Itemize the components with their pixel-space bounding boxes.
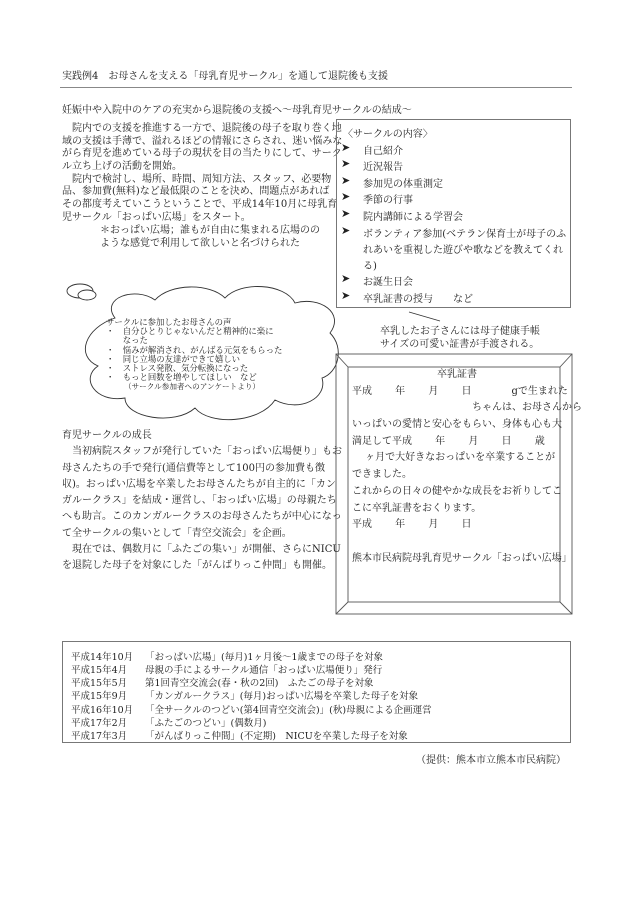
timeline-date: 平成16年10月	[71, 705, 134, 716]
timeline-box	[62, 641, 571, 743]
timeline-date: 平成14年10月	[71, 652, 134, 663]
certificate-line: ヶ月で大好きなおっぱいを卒業することが	[352, 452, 556, 464]
certificate-body	[352, 367, 582, 567]
text-line: ル立ち上げの活動を開始。	[62, 161, 182, 173]
certificate-title: 卒乳証書	[437, 369, 477, 380]
text-line: 収)。おっぱい広場を卒業したお母さんたちが自主的に「カン	[62, 478, 336, 490]
certificate-line: できました。	[352, 469, 412, 481]
certificate-caption	[380, 326, 540, 351]
timeline-row	[71, 662, 382, 676]
timeline-date: 平成15年4月	[71, 665, 128, 676]
growth-section	[62, 428, 342, 575]
arrow-bullet-icon: ➤	[341, 224, 351, 237]
contents-item: ボランティア参加(ベテラン保育士が母子のふ	[363, 229, 567, 240]
text-line: 域の支援は手薄で、溢れるほどの情報にさらされ、迷い悩みな	[62, 135, 343, 147]
growth-title: 育児サークルの成長	[62, 430, 152, 441]
certificate-line: いっぱいの愛情と安心をもらい、身体も心も大	[352, 419, 562, 431]
certificate-line: ちゃんは、お母さんから	[352, 402, 582, 414]
contents-item-cont: る)	[363, 261, 377, 272]
arrow-bullet-icon: ➤	[341, 174, 351, 187]
contents-item: 自己紹介	[363, 146, 403, 157]
cloud-title: サークルに参加したお母さんの声	[106, 317, 232, 327]
arrow-bullet-icon: ➤	[341, 190, 351, 203]
cloud-quote	[106, 318, 282, 392]
timeline-row	[71, 702, 432, 716]
contents-item: 近況報告	[363, 162, 403, 173]
contents-item: 卒乳証書の授与 など	[363, 294, 473, 305]
certificate-line: 満足して平成 年 月 日 歳	[352, 435, 545, 447]
certificate-line: 平成 年 月 日	[352, 519, 472, 531]
timeline-row	[71, 649, 383, 663]
contents-item-cont: れあいを重視した遊びや歌などを教えてくれ	[363, 245, 563, 256]
text-line: ガルークラス」を結成・運営し、「おっぱい広場」の母親たち	[62, 495, 337, 507]
arrow-bullet-icon: ➤	[341, 157, 351, 170]
timeline-event: 「おっぱい広場」(毎月)1ヶ月後〜1歳までの母子を対象	[145, 652, 384, 663]
text-line: がら育児を進めている母子の現状を目の当たりにして、サーク	[62, 148, 342, 160]
text-line: て全サークルの集いとして「青空交流会」を企画。	[62, 527, 292, 539]
voice-item: ・ 自分ひとりじゃないんだと精神的に楽に	[106, 326, 274, 337]
arrow-bullet-icon: ➤	[341, 272, 351, 285]
timeline-row	[71, 688, 418, 702]
text-line: を退院した母子を対象にした「がんばりっこ仲間」も開催。	[62, 560, 332, 572]
cloud-source: （サークル参加者へのアンケートより）	[124, 382, 261, 392]
text-line: 現在では、偶数月に「ふたごの集い」が開催、さらにNICU	[62, 544, 341, 556]
timeline-event: 「カンガルークラス」(毎月)おっぱい広場を卒業した母子を対象	[145, 691, 419, 702]
timeline-row	[71, 715, 266, 729]
arrow-bullet-icon: ➤	[341, 289, 351, 302]
contents-item: 院内講師による学習会	[363, 212, 463, 223]
timeline-event: 第1回青空交流会(春・秋の2回) ふたごの母子を対象	[145, 678, 374, 689]
text-line: 母さんたちの手で発行(通信費等として100円の参加費も徴	[62, 462, 325, 474]
text-line: 院内で検討し、場所、時間、周知方法、スタッフ、必要物	[62, 173, 332, 185]
timeline-date: 平成15年5月	[71, 678, 128, 689]
timeline-date: 平成15年9月	[71, 691, 128, 702]
voice-item: なった	[106, 335, 148, 346]
contents-item: お誕生日会	[363, 277, 413, 288]
timeline-row	[71, 675, 374, 689]
intro-paragraph-1	[62, 123, 342, 225]
caption-line: サイズの可愛い証書が手渡される。	[380, 338, 540, 350]
timeline-event: 「がんばりっこ仲間」(不定期) NICUを卒業した母子を対象	[145, 731, 408, 742]
intro-note	[100, 225, 320, 250]
text-line: 品、参加費(無料)など最低限のことを決め、問題点があれば	[62, 186, 330, 198]
arrow-bullet-icon: ➤	[341, 141, 351, 154]
timeline-date: 平成17年3月	[71, 731, 128, 742]
certificate-line	[352, 534, 562, 551]
voice-item: ・ 悩みが解消され、がんばる元気をもらった	[106, 344, 283, 355]
timeline-event: 「全サークルのつどい(第4回青空交流会)」(秋)母親による企画運営	[145, 705, 432, 716]
timeline-event: 「ふたごのつどい」(偶数月)	[145, 718, 267, 729]
voice-item: ・ ストレス発散、気分転換になった	[106, 363, 249, 374]
arrow-bullet-icon: ➤	[341, 207, 351, 220]
caption-line: 卒乳したお子さんには母子健康手帳	[380, 326, 540, 337]
contents-item: 参加児の体重測定	[363, 179, 443, 190]
header-divider	[60, 87, 572, 88]
certificate-line: こに卒乳証書をおくります。	[352, 502, 482, 514]
page-title: 実践例4 お母さんを支える「母乳育児サークル」を通して退院後も支援	[62, 71, 389, 82]
credit-text: （提供：熊本市立熊本市民病院）	[416, 755, 566, 766]
voice-item: ・ 同じ立場の友達ができて嬉しい	[106, 353, 240, 364]
certificate-issuer: 熊本市民病院母乳育児サークル「おっぱい広場」	[352, 552, 572, 564]
text-line: その都度考えていこうということで、平成14年10月に母乳育	[62, 199, 338, 211]
text-line: へも助言。このカンガルークラスのお母さんたちが中心になっ	[62, 511, 342, 523]
timeline-row	[71, 728, 408, 742]
contents-item: 季節の行事	[363, 195, 413, 206]
contents-heading: 〈サークルの内容〉	[343, 129, 433, 140]
timeline-date: 平成17年2月	[71, 718, 128, 729]
section-subtitle: 妊娠中や入院中のケアの充実から退院後の支援へ〜母乳育児サークルの結成〜	[62, 105, 412, 116]
certificate-line: これからの日々の健やかな成長をお祈りしてこ	[352, 485, 562, 497]
text-line: 院内での支援を推進する一方で、退院後の母子を取り巻く地	[62, 123, 342, 134]
circle-contents-box	[336, 119, 571, 308]
voice-item: ・ もっと回数を増やしてほしい など	[106, 372, 257, 383]
callout-line	[405, 309, 445, 325]
timeline-event: 母親の手によるサークル通信「おっぱい広場便り」発行	[145, 665, 383, 676]
text-line: 当初病院スタッフが発行していた「おっぱい広場便り」もお	[62, 446, 342, 458]
certificate-line: 平成 年 月 日 gで生まれた	[352, 385, 568, 397]
note-line: ような感覚で利用して欲しいと名づけられた	[100, 237, 300, 249]
text-line: 児サークル「おっぱい広場」をスタート。	[62, 211, 251, 223]
note-line: ＊おっぱい広場；誰もが自由に集まれる広場のの	[100, 225, 320, 236]
